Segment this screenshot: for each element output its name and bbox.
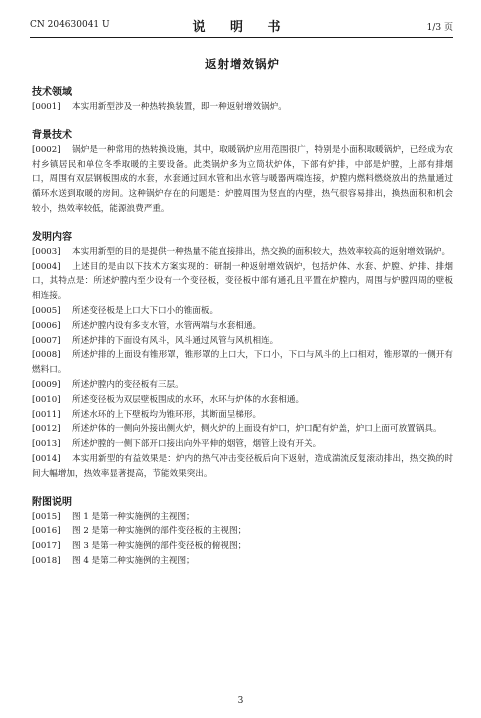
paragraph (32, 408, 453, 423)
paragraph-text: 本实用新型的目的是提供一种热量不能直接排出，热交换的面积较大，热效率较高的返射增效锅炉。 (72, 246, 451, 257)
section-heading: 技术领域 (32, 87, 72, 98)
paragraph-text: 所述炉膛内的变径板有三层。 (72, 379, 184, 390)
spacer (32, 482, 453, 496)
paragraph-number: [0017] (32, 541, 61, 552)
invention-title: 返射增效锅炉 (205, 57, 280, 71)
paragraph (32, 245, 453, 260)
paragraph-text: 所述炉排的上面设有锥形罩，锥形罩的上口大，下口小，下口与风斗的上口相对，锥形罩的一侧开有燃料口。 (32, 350, 453, 376)
section-background (32, 129, 453, 217)
spacer (32, 115, 453, 129)
paragraph-text: 图 1 是第一种实施例的主视图； (72, 511, 195, 522)
paragraph (32, 510, 453, 525)
paragraph-number: [0002] (32, 144, 61, 155)
paragraph-number: [0015] (32, 511, 61, 522)
section-summary (32, 231, 453, 482)
paragraph-number: [0008] (32, 350, 61, 361)
paragraph (32, 452, 453, 482)
paragraph-text: 图 2 是第一种实施例的部件变径板的主视图； (72, 526, 247, 537)
paragraph (32, 100, 453, 115)
paragraph-number: [0010] (32, 394, 61, 405)
paragraph-number: [0012] (32, 424, 61, 435)
paragraph-number: [0016] (32, 526, 61, 537)
spacer (32, 217, 453, 231)
header-divider (30, 37, 453, 38)
paragraph-text: 所述水环的上下壁板均为锥环形，其断面呈梯形。 (72, 409, 262, 420)
paragraph-number: [0004] (32, 261, 61, 272)
paragraph-text: 所述炉膛的一侧下部开口接出向外平伸的烟管，烟管上设有开关。 (72, 439, 322, 450)
paragraph-number: [0006] (32, 320, 61, 331)
paragraph-text: 所述变径板是上口大下口小的锥面板。 (72, 305, 219, 316)
page-count: 1/3 页 (426, 23, 453, 33)
paragraph-text: 本实用新型涉及一种热转换装置，即一种返射增效锅炉。 (72, 102, 287, 112)
paragraph (32, 437, 453, 452)
paragraph-number: [0018] (32, 555, 61, 566)
paragraph-number: [0014] (32, 453, 61, 464)
paragraph-number: [0013] (32, 439, 61, 450)
paragraph (32, 348, 453, 378)
paragraph (32, 143, 453, 217)
paragraph-number: [0007] (32, 335, 61, 346)
paragraph (32, 422, 453, 437)
paragraph (32, 260, 453, 304)
paragraph-number: [0003] (32, 246, 61, 257)
section-drawings (32, 496, 453, 569)
document-body (32, 56, 453, 569)
paragraph-text: 上述目的是由以下技术方案实现的：研制一种返射增效锅炉，包括炉体、水套、炉膛、炉排、排烟口，其特点是：所述炉膛内至少设有一个变径板，变径板中部有通孔且平置在炉膛内，周围与炉膛四周的壁板相连接。 (32, 261, 453, 302)
section-heading: 附图说明 (32, 496, 72, 508)
paragraph (32, 393, 453, 408)
publication-number: CN 204630041 U (30, 20, 110, 30)
section-heading: 背景技术 (32, 129, 72, 141)
paragraph-text: 本实用新型的有益效果是：炉内的热气冲击变径板后向下返射，造成湍流反复滚动排出，热交换的时间大幅增加，热效率显著提高，节能效果突出。 (32, 453, 453, 479)
paragraph (32, 378, 453, 393)
paragraph (32, 334, 453, 349)
page-header (30, 16, 453, 36)
paragraph-text: 锅炉是一种常用的热转换设施，其中，取暖锅炉应用范围很广，特别是小面积取暖锅炉，已经成为农村乡镇居民和单位冬季取暖的主要设备。此类锅炉多为立筒状炉体，下部有炉排，中部是炉膛，上部有排烟口，周围有双层钢板围成的水套，水套通过回水管和出水管与暖器两端连接，炉膛内燃料燃烧放出的热量通过循环水送到取暖的房间。这种锅炉存在的问题是：炉膛周围为竖直的内壁，热气很容易排出，换热面积和机会较小，热效率较低，能源浪费严重。 (32, 144, 453, 214)
paragraph-text: 图 3 是第一种实施例的部件变径板的俯视图； (72, 541, 247, 552)
paragraph (32, 319, 453, 334)
paragraph-number: [0011] (32, 409, 61, 420)
paragraph (32, 539, 453, 554)
paragraph-text: 所述炉膛内设有多支水管，水管两端与水套相通。 (72, 320, 262, 331)
paragraph-text: 所述炉体的一侧向外接出侧火炉，侧火炉的上面设有炉口，炉口配有炉盖，炉口上面可放置锅具。 (72, 424, 442, 435)
paragraph (32, 554, 453, 569)
paragraph-number: [0009] (32, 379, 61, 390)
section-heading: 发明内容 (32, 231, 72, 243)
paragraph-text: 所述变径板为双层壁板围成的水环，水环与炉体的水套相通。 (72, 394, 305, 405)
paragraph (32, 524, 453, 539)
section-technical-field (32, 86, 453, 115)
document-type-title: 说 明 书 (192, 20, 291, 35)
paragraph (32, 304, 453, 319)
paragraph-number: [0005] (32, 305, 61, 316)
paragraph-text: 图 4 是第二种实施例的主视图； (72, 555, 195, 566)
page-number: 3 (237, 696, 244, 706)
paragraph-text: 所述炉排的下面设有风斗，风斗通过风管与风机相连。 (72, 335, 279, 346)
paragraph-number: [0001] (32, 102, 61, 112)
